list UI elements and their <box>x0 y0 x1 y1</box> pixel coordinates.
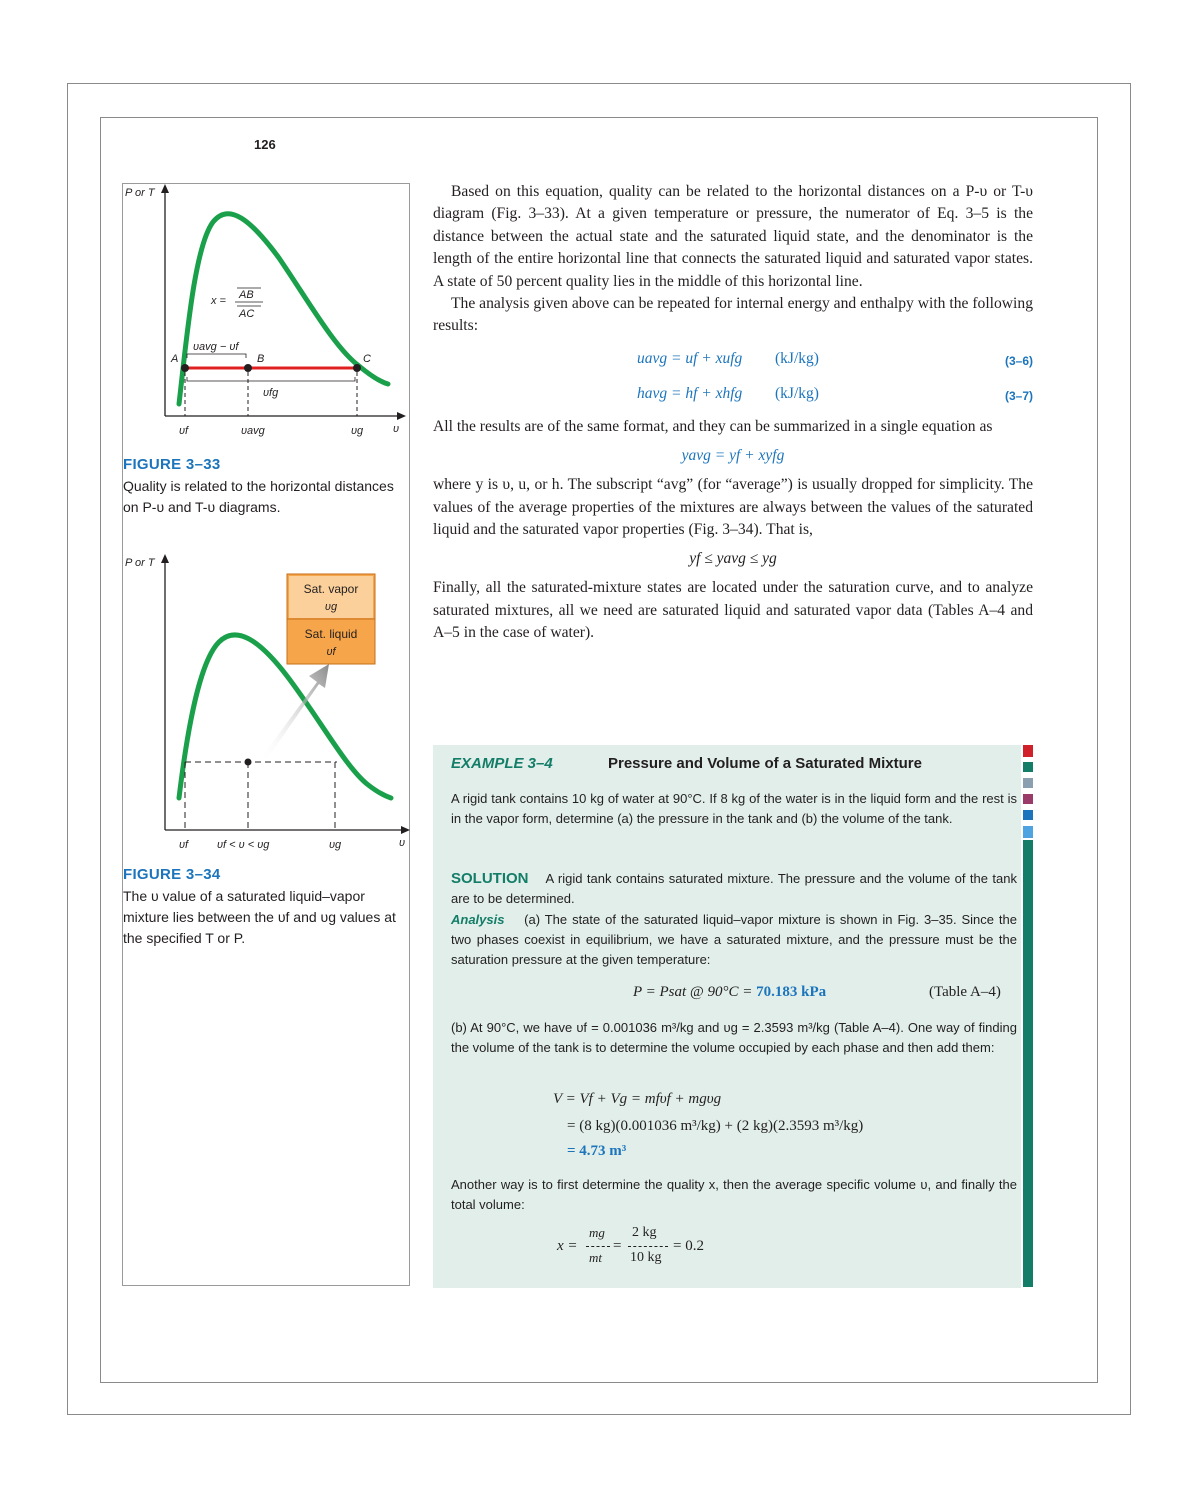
solution-text: A rigid tank contains saturated mixture. The pressure and the volume of the tank are to be determined. <box>451 871 1018 906</box>
quality-num: AB <box>239 289 254 301</box>
figure-3-33-label: FIGURE 3–33 <box>123 456 221 473</box>
pressure-equation <box>633 984 826 1001</box>
tick-vavg: υavg <box>241 425 265 437</box>
tick-vg: υg <box>329 839 342 851</box>
example-part-b: (b) At 90°C, we have υf = 0.001036 m³/kg and υg = 2.3593 m³/kg (Table A–4). One way of finding the volume of the tank is to determine the volume occupied by each phase and then add them: <box>451 1020 1017 1055</box>
quality-num-2: 2 kg <box>632 1225 657 1240</box>
stripe-red <box>1023 745 1033 757</box>
figure-3-33-diagram <box>123 184 411 444</box>
quality-num-1: mg <box>589 1225 605 1240</box>
label-a: A <box>171 353 179 365</box>
y-axis-arrow <box>161 554 169 563</box>
y-axis-label: P or T <box>125 187 155 199</box>
pressure-eq-lhs: P = Psat @ 90°C = <box>633 984 753 1000</box>
equation-3-6 <box>433 342 1033 379</box>
paragraph-4: where y is υ, u, or h. The subscript “avg” (for “average”) is usually dropped for simplicity. The values of the average properties of the mixtures are always between the values of the saturated liquid and the saturated vapor properties (Fig. 3–34). That is, <box>433 476 1033 539</box>
stripe-purple <box>1023 794 1033 804</box>
box-vapor-sub: υg <box>324 601 338 613</box>
equation-3-7-body: havg = hf + xhfg <box>637 384 743 402</box>
tick-vf: υf <box>179 425 189 437</box>
fraction-bar-2 <box>628 1246 668 1247</box>
figure-3-34 <box>123 552 411 949</box>
equation-3-7-unit: (kJ/kg) <box>775 384 819 402</box>
example-solution <box>451 869 1017 909</box>
quality-den-2: 10 kg <box>630 1250 662 1265</box>
paragraph-2: The analysis given above can be repeated for internal energy and enthalpy with the following results: <box>433 295 1033 335</box>
mixture-point <box>245 759 252 766</box>
example-header <box>451 755 922 772</box>
stripe-gray <box>1023 778 1033 788</box>
quality-den-1: mt <box>589 1250 602 1265</box>
tick-vf: υf <box>179 839 189 851</box>
x-axis-label: υ <box>393 423 400 435</box>
stripe-main <box>1023 840 1033 1287</box>
volume-eq-line1: V = Vf + Vg = mfυf + mgυg <box>553 1091 722 1107</box>
point-b <box>244 364 252 372</box>
fg-label: υfg <box>263 387 279 399</box>
point-a <box>181 364 189 372</box>
point-c <box>353 364 361 372</box>
quality-result: = 0.2 <box>673 1238 704 1254</box>
stripe-blue <box>1023 810 1033 820</box>
y-axis-label: P or T <box>125 557 155 569</box>
equation-3-7 <box>433 379 1033 416</box>
figure-3-34-label: FIGURE 3–34 <box>123 866 221 883</box>
example-tag: EXAMPLE 3–4 <box>451 755 553 772</box>
figure-3-34-caption: The υ value of a saturated liquid–vapor mixture lies between the υf and υg values at the specified T or P. <box>123 888 396 946</box>
quality-lhs: x = <box>211 295 226 307</box>
quality-den: AC <box>239 308 255 320</box>
tick-vg: υg <box>351 425 364 437</box>
stripe-green <box>1023 762 1033 772</box>
pressure-eq-ref: (Table A–4) <box>929 984 1001 1000</box>
volume-eq-line3: = 4.73 m³ <box>567 1143 627 1159</box>
label-c: C <box>363 353 371 365</box>
figure-3-34-diagram <box>123 552 411 852</box>
stripe-lightblue <box>1023 826 1033 838</box>
pressure-eq-value: 70.183 kPa <box>756 984 827 1000</box>
paragraph-5: Finally, all the saturated-mixture states are located under the saturation curve, and to analyze saturated mixtures, all we need are saturated liquid and saturated vapor data (Tables A–4 and A–5 in the case of water). <box>433 579 1033 642</box>
main-text-column <box>433 181 1033 645</box>
x-axis-arrow <box>401 826 410 834</box>
example-title: Pressure and Volume of a Saturated Mixture <box>608 755 922 772</box>
equation-3-6-body: uavg = uf + xufg <box>637 349 743 367</box>
x-axis-arrow <box>397 412 406 420</box>
box-liquid-sub: υf <box>326 646 336 658</box>
page-number: 126 <box>254 137 276 152</box>
sidebar-figures <box>122 183 410 1286</box>
paragraph-3: All the results are of the same format, and they can be summarized in a single equation as <box>433 417 993 435</box>
y-axis-arrow <box>161 184 169 193</box>
figure-3-33-caption: Quality is related to the horizontal distances on P-υ and T-υ diagrams. <box>123 478 394 515</box>
example-box <box>433 745 1021 1288</box>
fraction-bar-1 <box>586 1246 610 1247</box>
bracket-avg <box>187 354 246 358</box>
label-b: B <box>257 353 265 365</box>
x-axis-label: υ <box>399 837 406 849</box>
example-problem: A rigid tank contains 10 kg of water at 90°C. If 8 kg of the water is in the liquid form and the rest is in the vapor form, determine (a) the pressure in the tank and (b) the volume of the tank. <box>451 791 1017 826</box>
analysis-text: (a) The state of the saturated liquid–vapor mixture is shown in Fig. 3–35. Since the two phases coexist in equilibrium, we have a saturated mixture, and the pressure must be the saturation pressure at the given temperature: <box>451 912 1017 967</box>
example-another: Another way is to first determine the quality x, then the average specific volume υ, and finally the total volume: <box>451 1177 1017 1212</box>
tick-range: υf < υ < υg <box>217 839 270 851</box>
inequality-equation: yf ≤ yavg ≤ yg <box>689 550 777 568</box>
box-vapor-label: Sat. vapor <box>303 582 359 596</box>
quality-equals: = <box>613 1238 622 1254</box>
equation-3-6-number: (3–6) <box>1004 353 1033 368</box>
solution-tag: SOLUTION <box>451 870 529 887</box>
quality-eq-lhs: x = <box>557 1238 578 1254</box>
bracket-fg <box>187 377 355 381</box>
volume-eq-line2: = (8 kg)(0.001036 m³/kg) + (2 kg)(2.3593 m³/kg) <box>567 1118 864 1134</box>
dist-label: υavg − υf <box>193 341 239 353</box>
box-liquid-label: Sat. liquid <box>304 627 358 641</box>
example-analysis <box>451 910 1017 970</box>
figure-3-33 <box>123 184 411 518</box>
equation-3-6-unit: (kJ/kg) <box>775 349 819 367</box>
arrow-to-box <box>261 664 329 762</box>
equation-3-7-number: (3–7) <box>1004 388 1033 403</box>
analysis-tag: Analysis <box>451 912 505 927</box>
general-equation: yavg = yf + xyfg <box>681 447 785 465</box>
paragraph-1: Based on this equation, quality can be related to the horizontal distances on a P-υ or T-υ diagram (Fig. 3–33). At a given temperature or pressure, the numerator of Eq. 3–5 is the distance between the actual state and the saturated liquid state, and the denominator is the length of the entire horizontal line that connects the saturated liquid and saturated vapor states. A state of 50 percent quality lies in the middle of this horizontal line. <box>433 183 1033 290</box>
